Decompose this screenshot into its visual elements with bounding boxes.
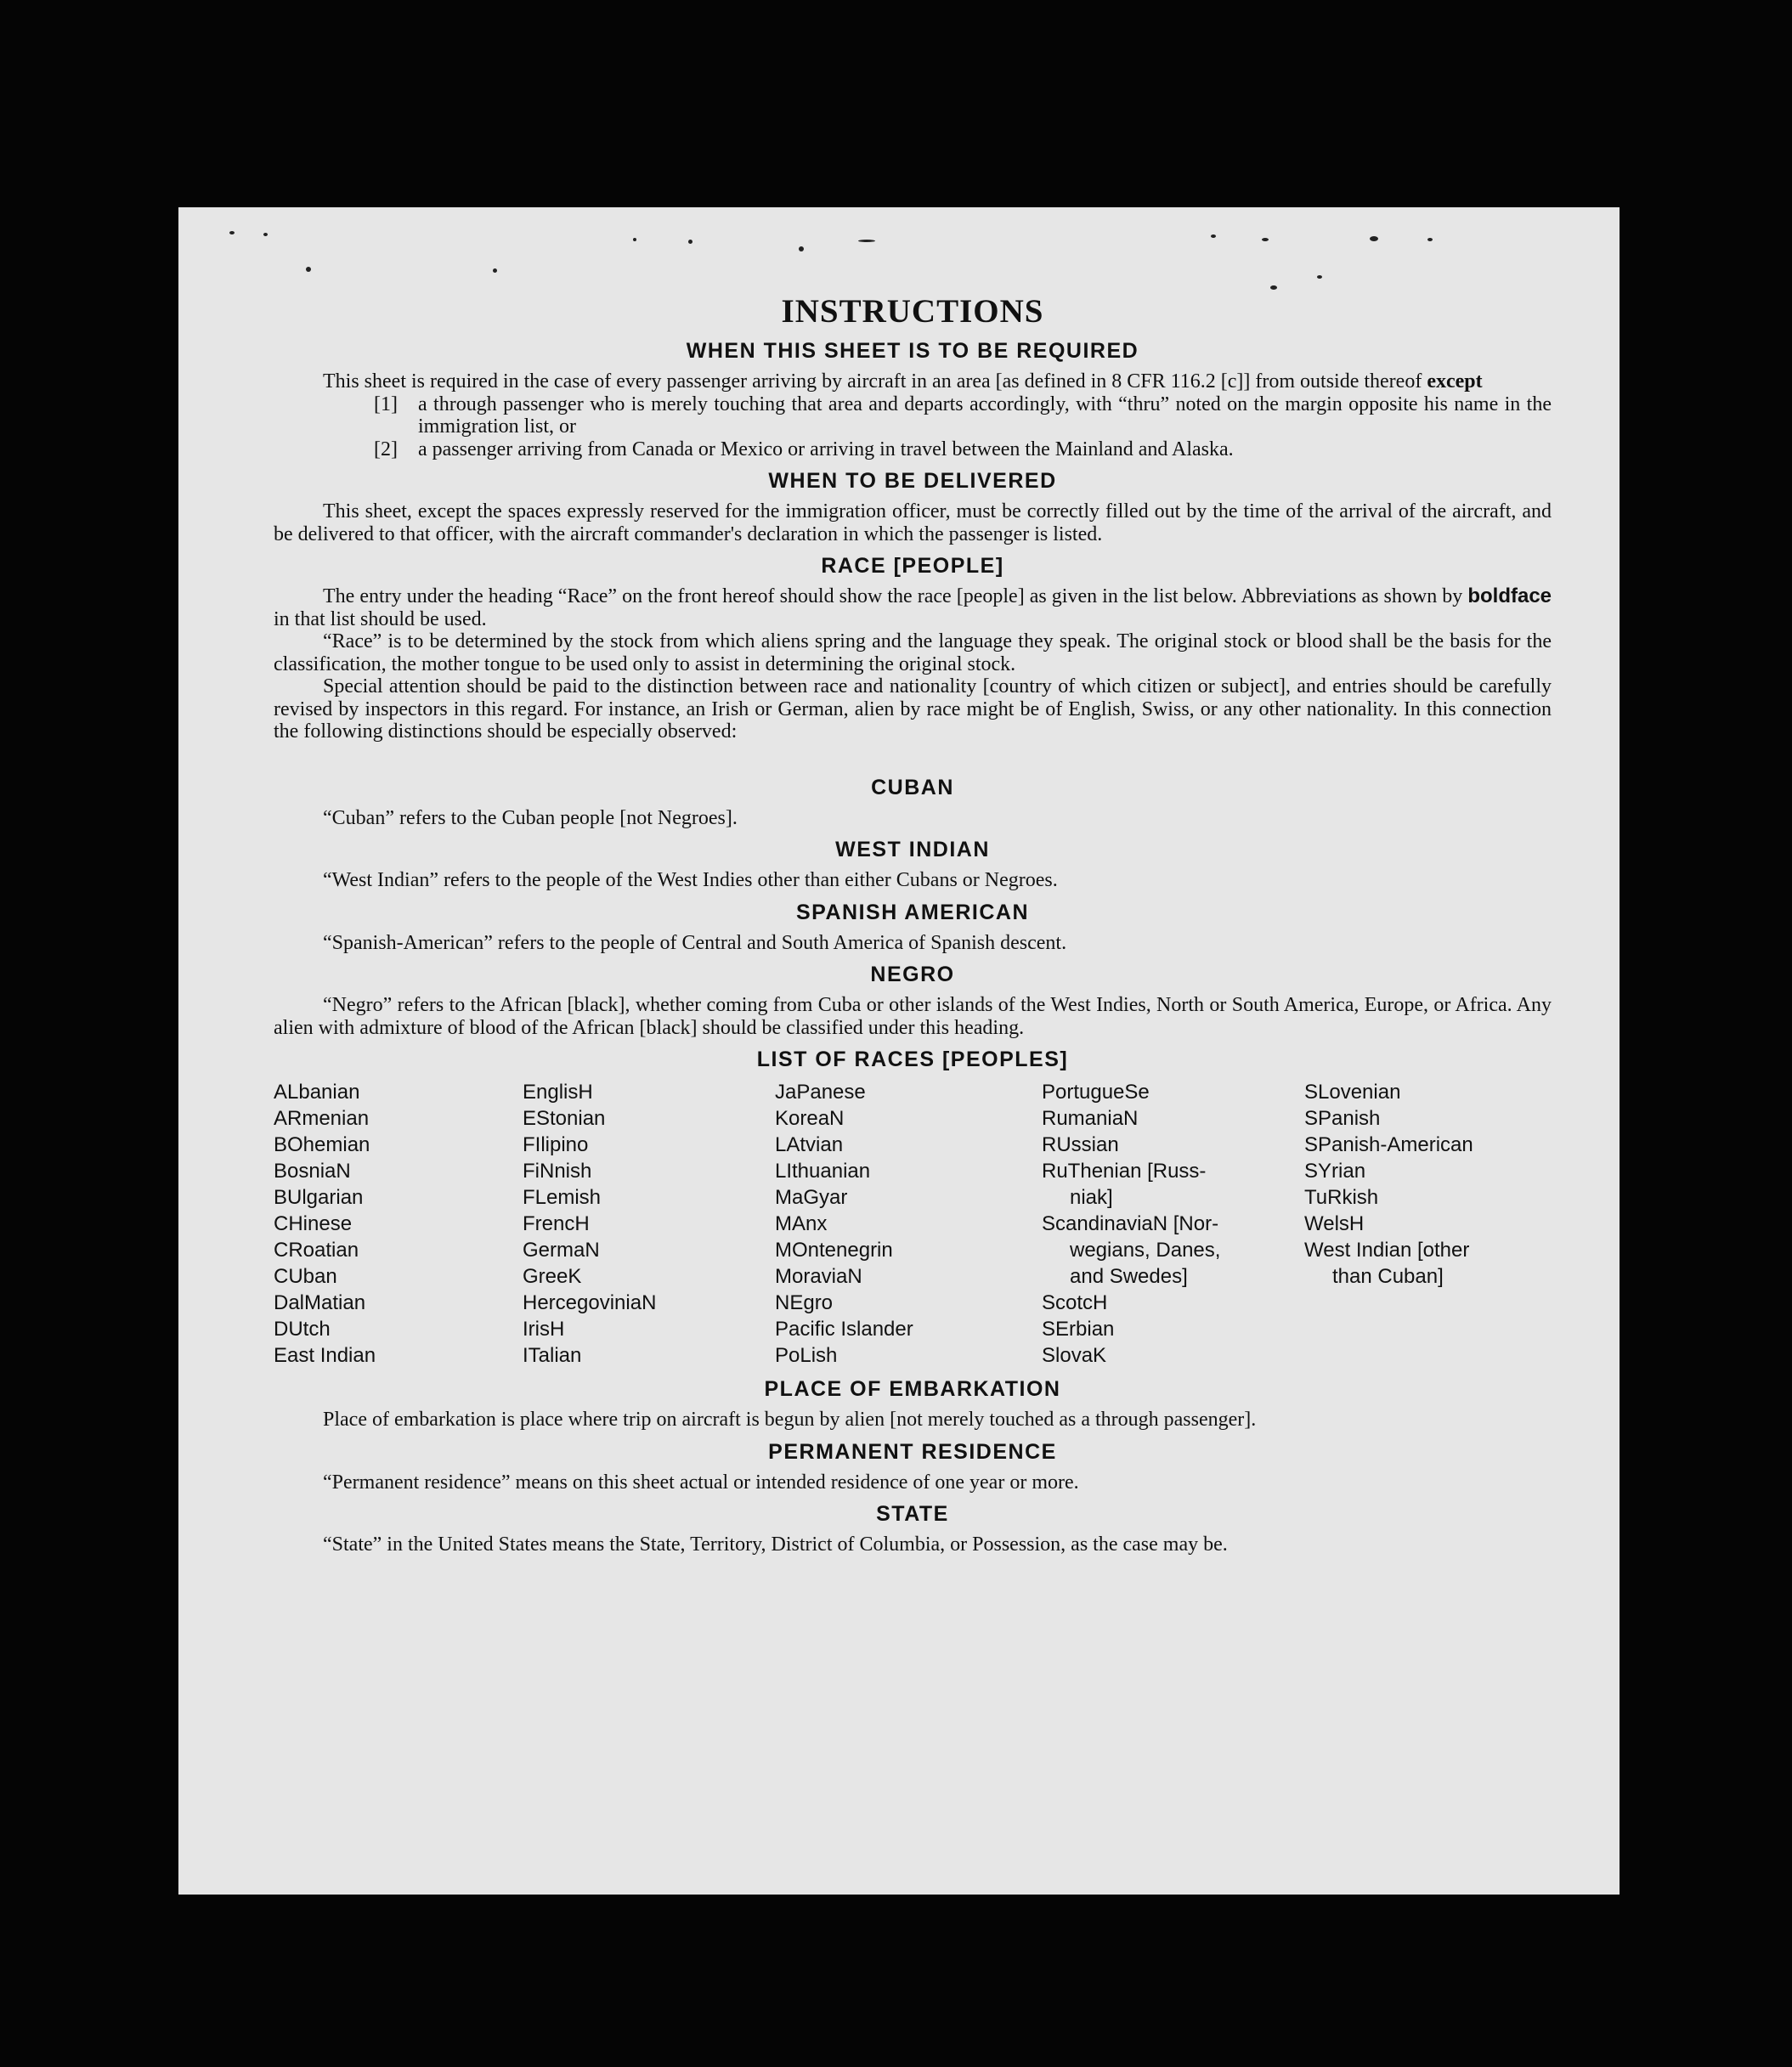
race-entry: RUssian: [1042, 1133, 1119, 1156]
race-entry: ARmenian: [274, 1107, 370, 1130]
race-entry: GreeK: [523, 1265, 582, 1288]
race-entry: Pacific Islander: [775, 1318, 913, 1341]
required-intro: This sheet is required in the case of every passenger arriving by aircraft in an area [as defined in 8 CFR 116.2 [c]] from outside thereof except: [323, 370, 1483, 393]
race-entry-continued: and Swedes]: [1070, 1265, 1188, 1288]
race-entry: RuThenian [Russ-: [1042, 1160, 1207, 1183]
race-entry: HercegoviniaN: [523, 1291, 657, 1314]
race-entry: EnglisH: [523, 1081, 593, 1104]
cuban-text: “Cuban” refers to the Cuban people [not Negroes].: [323, 806, 738, 829]
section-heading-residence: PERMANENT RESIDENCE: [768, 1439, 1057, 1464]
section-heading-state: STATE: [876, 1502, 949, 1526]
race-entry: SlovaK: [1042, 1344, 1107, 1367]
race-entry: FiNnish: [523, 1160, 592, 1183]
page-title: INSTRUCTIONS: [781, 293, 1044, 330]
scan-specks: [178, 207, 1620, 343]
race-entry: WelsH: [1304, 1212, 1365, 1235]
race-entry: SErbian: [1042, 1318, 1115, 1341]
races-column-3: [775, 1079, 1042, 1369]
race-entry: ITalian: [523, 1344, 582, 1367]
race-entry: MaGyar: [775, 1186, 848, 1209]
races-column-1: [274, 1079, 523, 1369]
exception-item: [1] a through passenger who is merely touching that area and departs accordingly, with “thru” noted on the margin opposite his name in the immigration list, or: [374, 393, 1552, 438]
race-entry: MOntenegrin: [775, 1239, 893, 1262]
section-heading-negro: NEGRO: [870, 963, 955, 986]
exception-item: [2] a passenger arriving from Canada or Mexico or arriving in travel between the Mainland and Alaska.: [374, 438, 1234, 460]
state-text: “State” in the United States means the State, Territory, District of Columbia, or Possession, as the case may be.: [323, 1533, 1228, 1556]
race-entry-continued: than Cuban]: [1332, 1265, 1444, 1288]
race-entry: BUlgarian: [274, 1186, 364, 1209]
race-entry: MoraviaN: [775, 1265, 862, 1288]
section-heading-delivered: WHEN TO BE DELIVERED: [768, 469, 1057, 493]
race-paragraph-3: Special attention should be paid to the distinction between race and nationality [country of which citizen or subject], and entries should be carefully revised by inspectors in this regard. For instance, an Irish or German, alien by race might be of English, Swiss, or any other nationality. In this connection the following distinctions should be especially observed:: [274, 675, 1552, 743]
section-heading-race: RACE [PEOPLE]: [821, 554, 1004, 578]
race-entry: GermaN: [523, 1239, 600, 1262]
race-entry-continued: wegians, Danes,: [1070, 1239, 1221, 1262]
race-entry: IrisH: [523, 1318, 565, 1341]
race-entry: BosniaN: [274, 1160, 351, 1183]
race-paragraph-2: “Race” is to be determined by the stock from which aliens spring and the language they speak. The original stock or blood shall be the basis for the classification, the mother tongue to be used only to assist in determining the original stock.: [274, 630, 1552, 675]
section-heading-embarkation: PLACE OF EMBARKATION: [764, 1377, 1061, 1401]
west-indian-text: “West Indian” refers to the people of the West Indies other than either Cubans or Negroes.: [323, 869, 1058, 891]
race-entry: BOhemian: [274, 1133, 370, 1156]
race-entry: MAnx: [775, 1212, 828, 1235]
race-entry: West Indian [other: [1304, 1239, 1470, 1262]
section-heading-cuban: CUBAN: [871, 775, 954, 799]
section-heading-west-indian: WEST INDIAN: [835, 838, 990, 861]
race-entry: NEgro: [775, 1291, 834, 1314]
race-entry: FrencH: [523, 1212, 590, 1235]
race-entry: FIlipino: [523, 1133, 589, 1156]
races-column-5: [1304, 1079, 1552, 1369]
section-heading-required: WHEN THIS SHEET IS TO BE REQUIRED: [686, 339, 1139, 363]
race-entry: ScandinaviaN [Nor-: [1042, 1212, 1219, 1235]
races-column-2: [523, 1079, 775, 1369]
race-entry: SLovenian: [1304, 1081, 1401, 1104]
spanish-american-text: “Spanish-American” refers to the people of Central and South America of Spanish descent.: [323, 931, 1067, 954]
instruction-sheet: [178, 207, 1620, 1895]
section-heading-spanish-american: SPANISH AMERICAN: [795, 900, 1029, 924]
race-entry: DUtch: [274, 1318, 331, 1341]
race-entry: ScotcH: [1042, 1291, 1108, 1314]
race-entry: SPanish-American: [1304, 1133, 1473, 1156]
negro-text: “Negro” refers to the African [black], whether coming from Cuba or other islands of the West Indies, North or South America, Europe, or Africa. Any alien with admixture of blood of the African [black] should be classified under this heading.: [274, 994, 1552, 1039]
races-column-4: [1042, 1079, 1304, 1369]
races-list: [274, 1079, 1552, 1369]
race-entry: SYrian: [1304, 1160, 1366, 1183]
race-entry: CUban: [274, 1265, 337, 1288]
race-entry: East Indian: [274, 1344, 376, 1367]
race-entry: KoreaN: [775, 1107, 845, 1130]
race-entry-continued: niak]: [1070, 1186, 1113, 1209]
race-paragraph-1: The entry under the heading “Race” on the front hereof should show the race [people] as given in the list below. Abbreviations as shown by boldface in that list should be used.: [274, 585, 1552, 630]
embarkation-text: Place of embarkation is place where trip on aircraft is begun by alien [not merely touched as a through passenger].: [323, 1409, 1257, 1431]
race-entry: ALbanian: [274, 1081, 360, 1104]
race-entry: PortugueSe: [1042, 1081, 1150, 1104]
race-entry: LIthuanian: [775, 1160, 871, 1183]
delivered-text: This sheet, except the spaces expressly reserved for the immigration officer, must be correctly filled out by the time of the arrival of the aircraft, and be delivered to that officer, with the aircraft commander's declaration in which the passenger is listed.: [274, 500, 1552, 545]
race-entry: DalMatian: [274, 1291, 366, 1314]
race-entry: EStonian: [523, 1107, 606, 1130]
race-entry: CRoatian: [274, 1239, 359, 1262]
race-entry: SPanish: [1304, 1107, 1381, 1130]
race-entry: JaPanese: [775, 1081, 866, 1104]
race-entry: TuRkish: [1304, 1186, 1379, 1209]
residence-text: “Permanent residence” means on this sheet actual or intended residence of one year or more.: [323, 1471, 1079, 1494]
race-entry: CHinese: [274, 1212, 353, 1235]
section-heading-races-list: LIST OF RACES [PEOPLES]: [756, 1048, 1069, 1071]
race-entry: PoLish: [775, 1344, 838, 1367]
race-entry: FLemish: [523, 1186, 602, 1209]
race-entry: LAtvian: [775, 1133, 844, 1156]
race-entry: RumaniaN: [1042, 1107, 1139, 1130]
